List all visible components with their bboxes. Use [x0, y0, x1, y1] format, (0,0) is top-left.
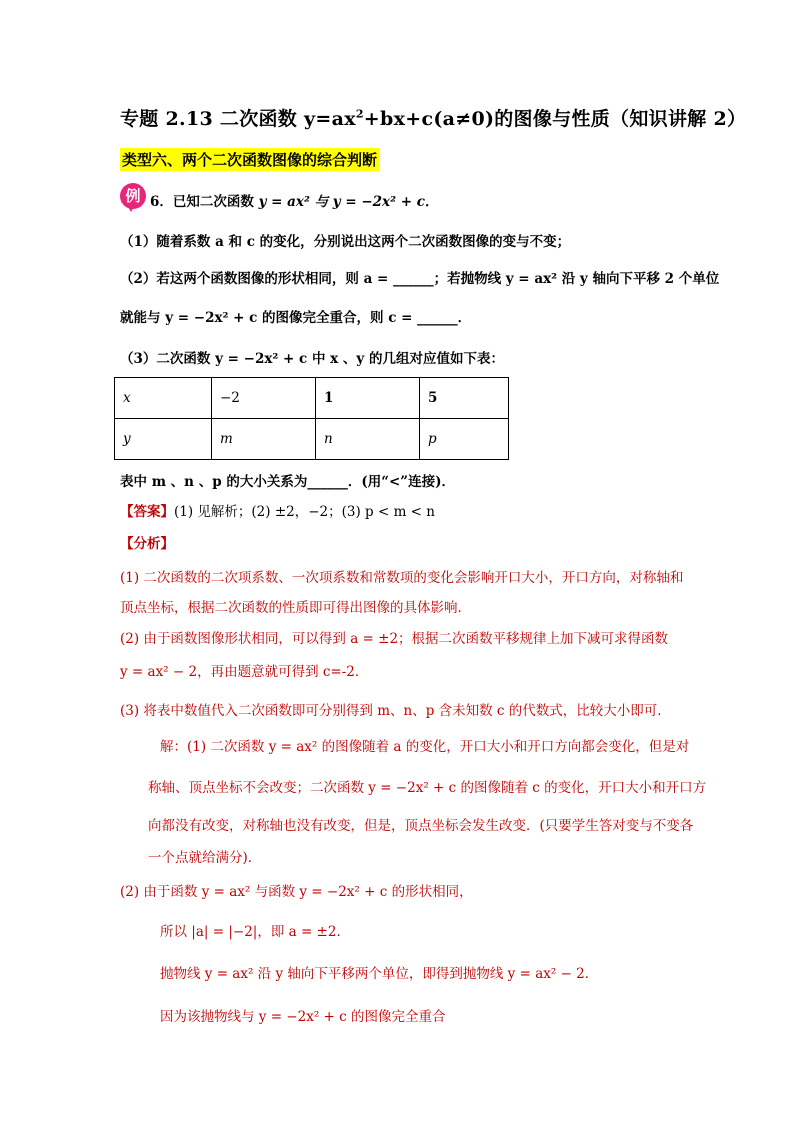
question-part-2-line1: [120, 267, 719, 287]
solution-line-2: 称轴、顶点坐标不会改变；二次函数 y = −2x² + c 的图像随着 c 的变化，开口大小和开口方: [148, 780, 707, 796]
analysis-p1-line2: 顶点坐标，根据二次函数的性质即可得出图像的具体影响．: [120, 600, 471, 616]
question-part-3: （3）二次函数 y = −2x² + c 中 x 、y 的几组对应值如下表：: [120, 351, 504, 367]
table-cell: n: [316, 419, 420, 460]
question-part-1: （1）随着系数 a 和 c 的变化，分别说出这两个二次函数图像的变与不变；: [120, 234, 571, 250]
question-part-2-line2: 就能与 y = −2x² + c 的图像完全重合，则 c = ______．: [120, 310, 472, 326]
solution-line-6: 所以 |a| = |−2|，即 a = ±2．: [160, 924, 350, 940]
table-cell: 5: [420, 378, 509, 419]
answer-text: (1) 见解析；(2) ±2，−2；(3) p < m < n: [174, 504, 435, 520]
solution-line-5: (2) 由于函数 y = ax² 与函数 y = −2x² + c 的形状相同，: [120, 884, 473, 900]
solution-line-4: 一个点就给满分)．: [148, 850, 262, 866]
table-row: [115, 378, 509, 419]
question-6-functions: y = ax² 与 y = −2x² + c．: [258, 194, 439, 210]
analysis-p3: (3) 将表中数值代入二次函数即可分别得到 m、n、p 含未知数 c 的代数式，比较大小即可．: [120, 703, 671, 719]
table-cell: −2: [212, 378, 316, 419]
table-question: 表中 m 、n 、p 的大小关系为______．(用“<”连接)．: [120, 474, 455, 490]
example-badge-tail: [126, 203, 136, 212]
question-part-2-line1-b: a = ______；若抛物线 y = ax² 沿 y 轴向下平移 2 个单位: [363, 271, 720, 287]
page-title: [120, 104, 746, 131]
answer-label: 【答案】: [120, 504, 174, 520]
title-suffix: +bx+c(a≠0)的图像与性质（知识讲解 2）: [363, 108, 747, 130]
example-badge-icon: 例: [120, 183, 146, 209]
analysis-p1-line1: (1) 二次函数的二次项系数、一次项系数和常数项的变化会影响开口大小，开口方向，对称轴和: [120, 570, 684, 586]
solution-line-3: 向都没有改变，对称轴也没有改变，但是，顶点坐标会发生改变．(只要学生答对变与不变各: [148, 818, 694, 834]
table-cell: 1: [316, 378, 420, 419]
analysis-p2-line1: (2) 由于函数图像形状相同，可以得到 a = ±2；根据二次函数平移规律上加下减可求得函数: [120, 631, 669, 647]
analysis-p2-line2: y = ax² − 2，再由题意就可得到 c=-2．: [120, 664, 369, 680]
table-cell: y: [115, 419, 212, 460]
value-table: [114, 377, 509, 460]
answer-line: [120, 500, 435, 520]
analysis-label: 【分析】: [120, 536, 174, 552]
solution-line-8: 因为该抛物线与 y = −2x² + c 的图像完全重合: [160, 1009, 446, 1025]
solution-line-7: 抛物线 y = ax² 沿 y 轴向下平移两个单位，即得到抛物线 y = ax² − 2．: [160, 966, 599, 982]
question-6: [150, 190, 438, 210]
table-cell: p: [420, 419, 509, 460]
table-cell: m: [212, 419, 316, 460]
question-part-2-line1-a: （2）若这两个函数图像的形状相同，则: [120, 271, 359, 287]
question-6-intro: 6．已知二次函数: [150, 194, 254, 210]
table-row: [115, 419, 509, 460]
title-prefix: 专题 2.13 二次函数 y=ax: [120, 108, 356, 130]
table-cell: x: [115, 378, 212, 419]
section-heading: 类型六、两个二次函数图像的综合判断: [120, 148, 379, 171]
solution-line-1: 解：(1) 二次函数 y = ax² 的图像随着 a 的变化，开口大小和开口方向都会变化，但是对: [160, 739, 690, 755]
title-exponent: 2: [355, 107, 364, 121]
